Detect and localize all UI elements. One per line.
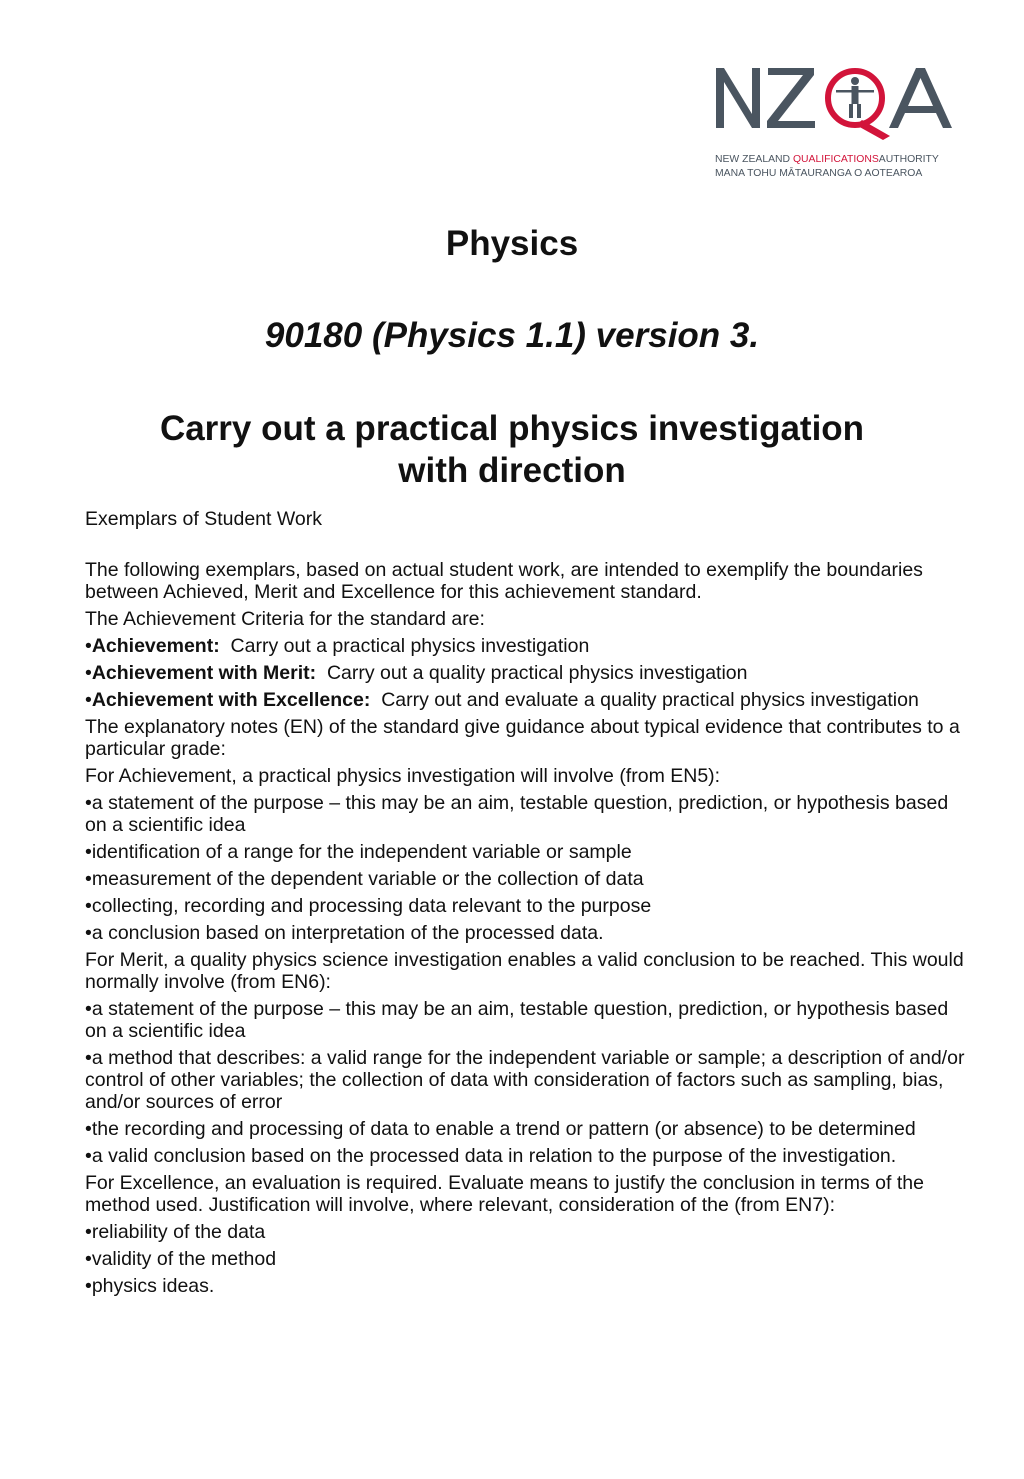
criteria-intro: The Achievement Criteria for the standard are: <box>85 608 485 630</box>
subject-title: Physics <box>445 224 579 263</box>
list-item: •reliability of the data <box>85 1221 266 1243</box>
logo-line-2: MANA TOHU MĀTAURANGA O AOTEAROA <box>715 168 923 179</box>
criterion-excellence: •Achievement with Excellence: Carry out and evaluate a quality practical physics investigation <box>85 689 919 711</box>
list-item: •a valid conclusion based on the processed data in relation to the purpose of the investigation. <box>85 1145 897 1167</box>
list-item: •a statement of the purpose – this may be an aim, testable question, prediction, or hypothesis based on a scientific idea <box>85 998 949 1042</box>
list-item: •the recording and processing of data to enable a trend or pattern (or absence) to be determined <box>85 1118 916 1140</box>
standard-title: Carry out a practical physics investigation with direction <box>159 409 865 490</box>
achievement-intro: For Achievement, a practical physics investigation will involve (from EN5): <box>85 765 721 787</box>
list-item: •a conclusion based on interpretation of the processed data. <box>85 922 604 944</box>
list-item: •measurement of the dependent variable or the collection of data <box>85 868 644 890</box>
list-item: •a method that describes: a valid range for the independent variable or sample; a description of and/or control of other variables; the collection of data with consideration of factors such as sampling, bias, and/or sources of error <box>85 1047 965 1113</box>
list-item: •collecting, recording and processing data relevant to the purpose <box>85 895 652 917</box>
en-intro: The explanatory notes (EN) of the standard give guidance about typical evidence that contributes to a particular grade: <box>85 716 960 760</box>
excellence-intro: For Excellence, an evaluation is required. Evaluate means to justify the conclusion in terms of the method used. Justification will involve, where relevant, consideration of the (from EN7): <box>85 1172 924 1216</box>
merit-intro: For Merit, a quality physics science investigation enables a valid conclusion to be reached. This would normally involve (from EN6): <box>85 949 964 993</box>
list-item: •a statement of the purpose – this may be an aim, testable question, prediction, or hypothesis based on a scientific idea <box>85 792 949 836</box>
nzqa-logo <box>712 58 968 182</box>
standard-number: 90180 (Physics 1.1) version 3. <box>264 316 760 355</box>
criterion-achievement: •Achievement: Carry out a practical physics investigation <box>85 635 590 657</box>
document-body <box>85 508 965 1302</box>
list-item: •physics ideas. <box>85 1275 215 1297</box>
list-item: •identification of a range for the independent variable or sample <box>85 841 632 863</box>
logo-line-1: NEW ZEALAND QUALIFICATIONSAUTHORITY <box>715 154 939 165</box>
criterion-merit: •Achievement with Merit: Carry out a quality practical physics investigation <box>85 662 748 684</box>
subtitle: Exemplars of Student Work <box>85 508 322 530</box>
list-item: •validity of the method <box>85 1248 277 1270</box>
intro-paragraph: The following exemplars, based on actual student work, are intended to exemplify the boundaries between Achieved, Merit and Excellence for this achievement standard. <box>85 559 923 603</box>
